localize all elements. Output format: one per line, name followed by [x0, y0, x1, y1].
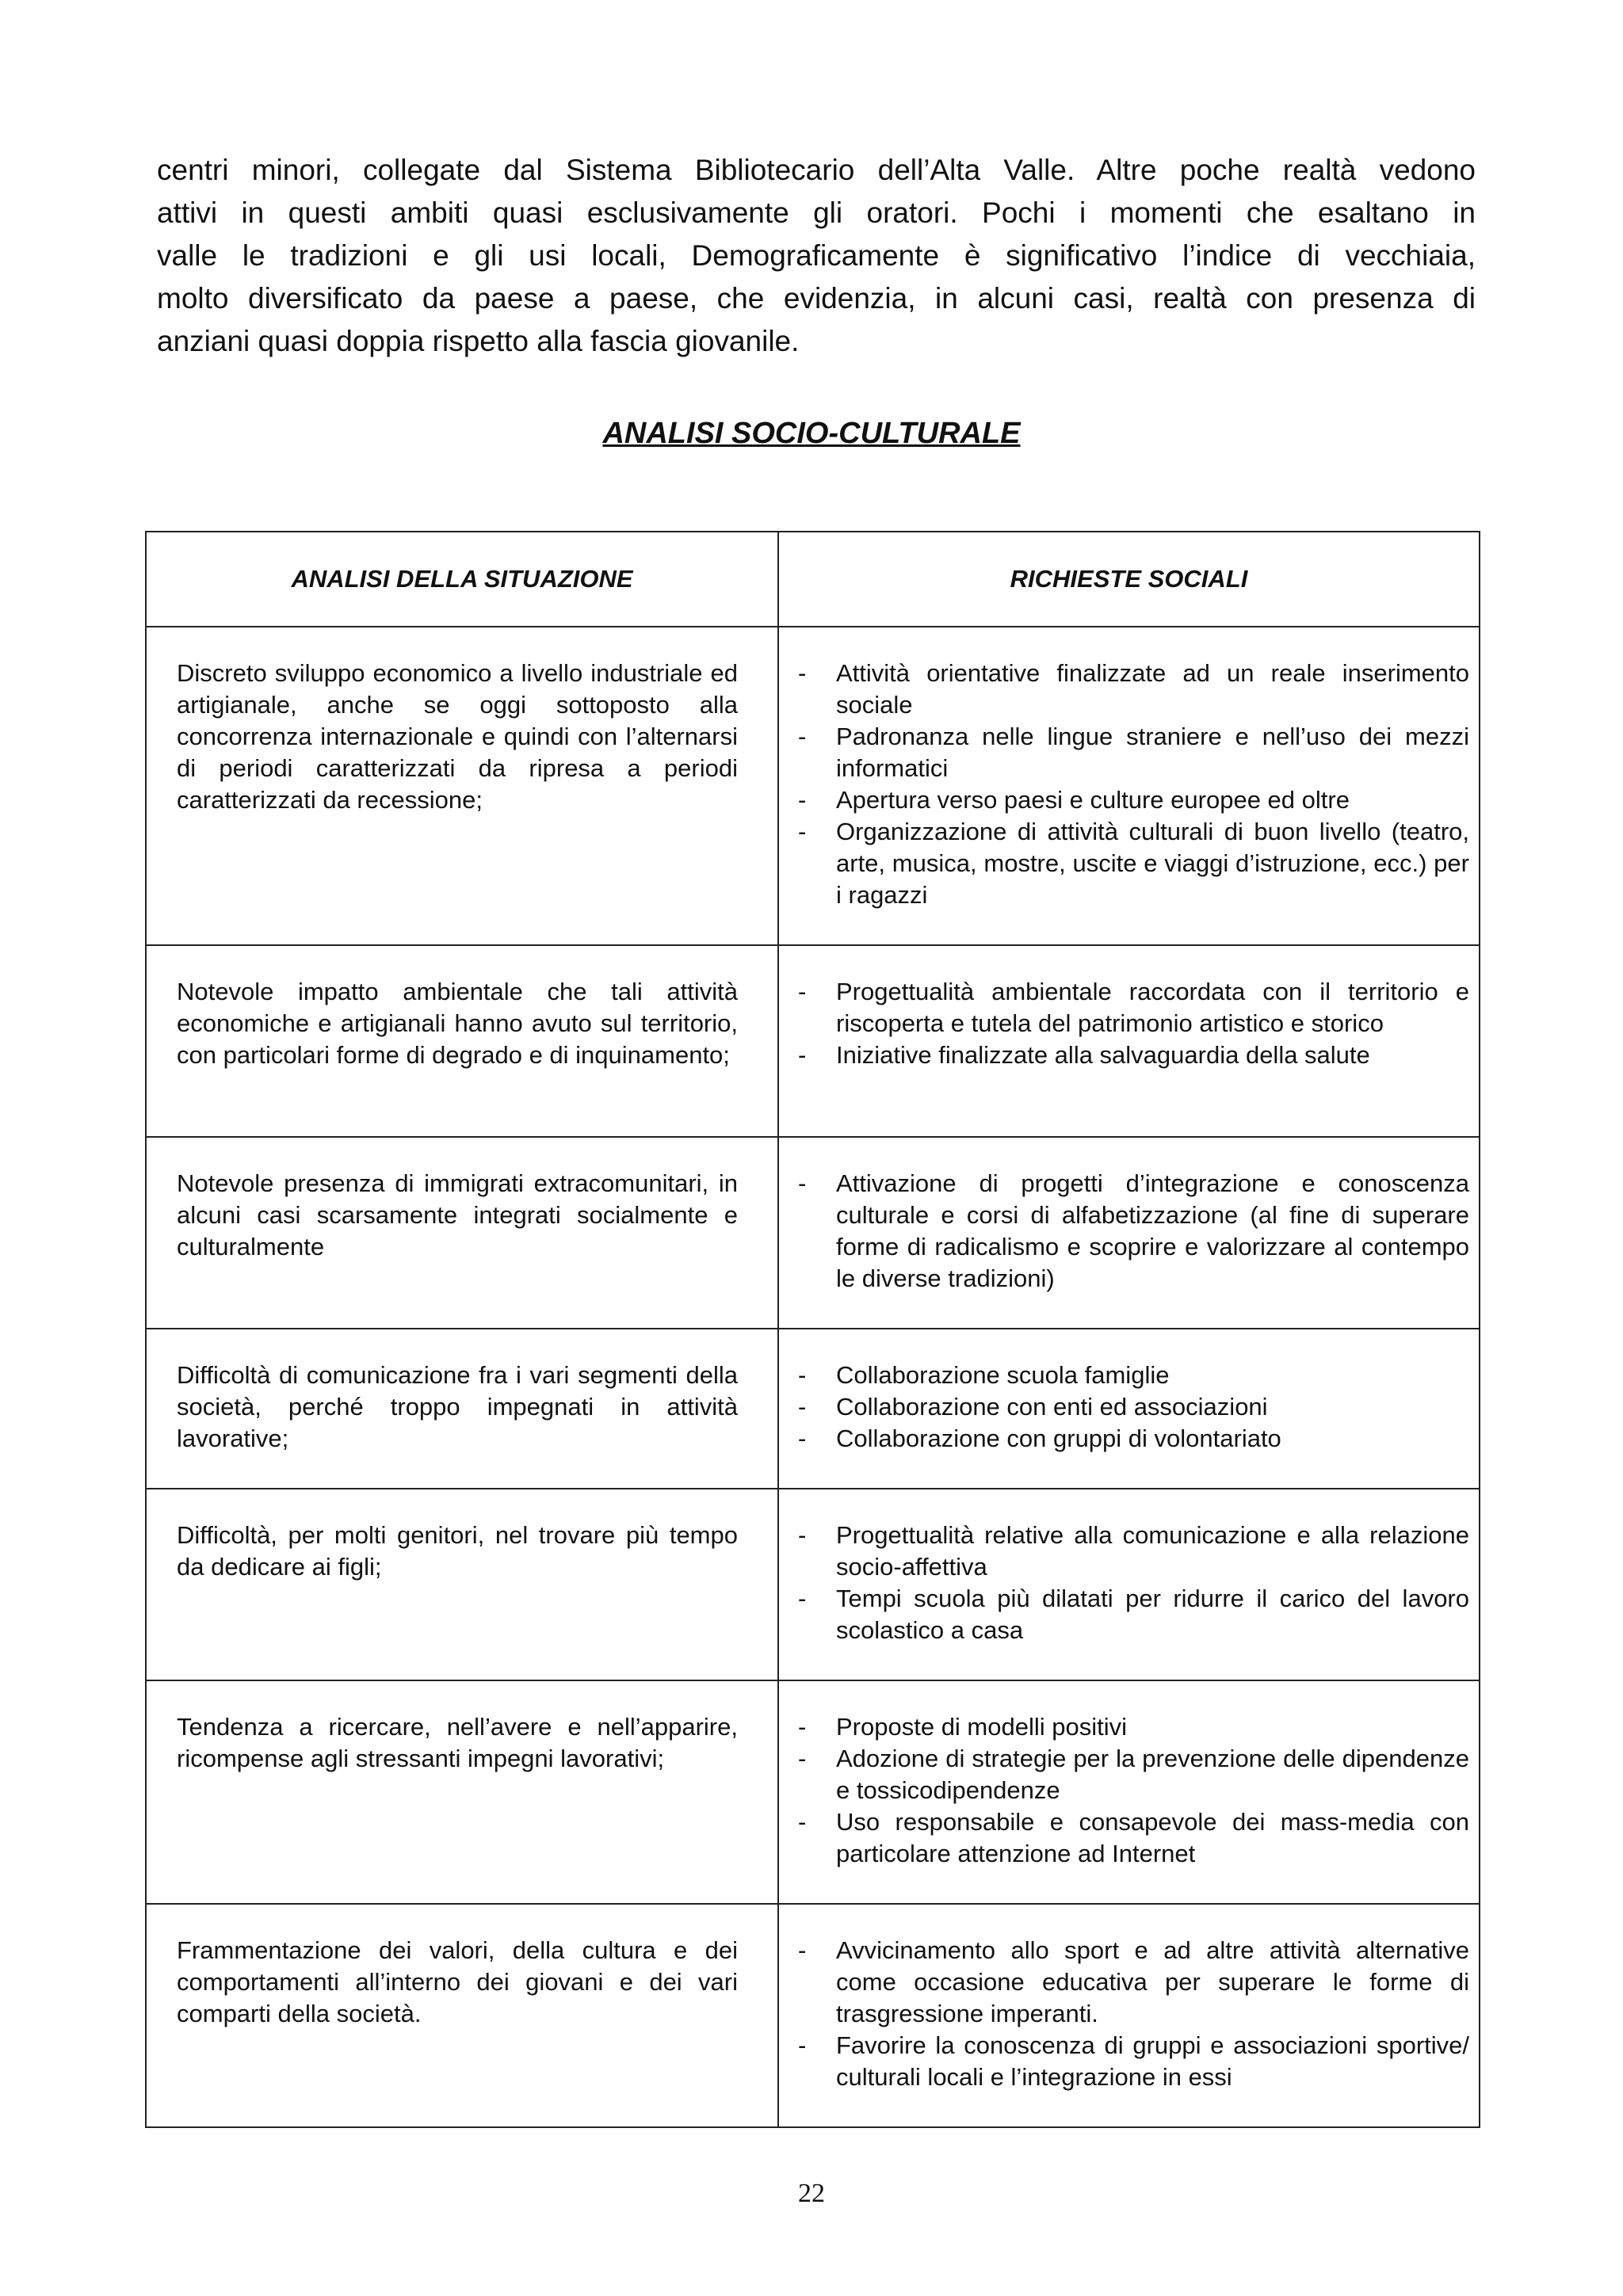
list-item: - Collaborazione con enti ed associazioni [795, 1391, 1469, 1423]
situazione-cell: Difficoltà, per molti genitori, nel trovare più tempo da dedicare ai figli; [146, 1489, 778, 1680]
richieste-list [795, 1520, 1469, 1646]
situazione-cell: Discreto sviluppo economico a livello industriale ed artigianale, anche se oggi sottoposto alla concorrenza internazionale e quindi con l’alternarsi di periodi caratterizzati da ripresa a periodi caratterizzati da recessione; [146, 627, 778, 945]
list-item: - Collaborazione scuola famiglie [795, 1360, 1469, 1391]
list-item: - Padronanza nelle lingue straniere e nell’uso dei mezzi informatici [795, 721, 1469, 784]
list-item: - Attività orientative finalizzate ad un reale inserimento sociale [795, 658, 1469, 721]
intro-line: attivi in questi ambiti quasi esclusivamente gli oratori. Pochi i momenti che esaltano in [157, 196, 1476, 229]
intro-line: molto diversificato da paese a paese, che evidenzia, in alcuni casi, realtà con presenza di [157, 282, 1476, 315]
situazione-cell: Difficoltà di comunicazione fra i vari segmenti della società, perché troppo impegnati in attività lavorative; [146, 1329, 778, 1489]
table-body [146, 627, 1480, 2127]
richieste-cell [778, 1489, 1480, 1680]
list-item: - Tempi scuola più dilatati per ridurre il carico del lavoro scolastico a casa [795, 1583, 1469, 1646]
richieste-cell [778, 1680, 1480, 1904]
section-title: ANALISI SOCIO-CULTURALE [602, 417, 1021, 450]
richieste-cell [778, 1329, 1480, 1489]
situazione-cell: Notevole impatto ambientale che tali attività economiche e artigianali hanno avuto sul territorio, con particolari forme di degrado e di inquinamento; [146, 945, 778, 1137]
list-item: - Adozione di strategie per la prevenzione delle dipendenze e tossicodipendenze [795, 1743, 1469, 1806]
intro-line: valle le tradizioni e gli usi locali, Demograficamente è significativo l’indice di vecchiaia, [157, 239, 1476, 272]
column-header-richieste: RICHIESTE SOCIALI [778, 532, 1480, 627]
intro-line: centri minori, collegate dal Sistema Bibliotecario dell’Alta Valle. Altre poche realtà vedono [157, 154, 1476, 186]
list-item: - Progettualità relative alla comunicazione e alla relazione socio-affettiva [795, 1520, 1469, 1583]
richieste-cell [778, 1137, 1480, 1329]
list-item: - Proposte di modelli positivi [795, 1711, 1469, 1743]
list-item: - Attivazione di progetti d’integrazione e conoscenza culturale e corsi di alfabetizzazione (al fine di superare forme di radicalismo e scoprire e valorizzare al contempo le diverse tradizioni) [795, 1168, 1469, 1295]
list-item: - Uso responsabile e consapevole dei mass-media con particolare attenzione ad Internet [795, 1806, 1469, 1870]
page-number: 22 [798, 2179, 825, 2208]
richieste-list [795, 1711, 1469, 1870]
list-item: - Progettualità ambientale raccordata con il territorio e riscoperta e tutela del patrimonio artistico e storico [795, 976, 1469, 1039]
column-header-situazione: ANALISI DELLA SITUAZIONE [146, 532, 778, 627]
list-item: - Favorire la conoscenza di gruppi e associazioni sportive/ culturali locali e l’integrazione in essi [795, 2030, 1469, 2093]
richieste-cell [778, 1904, 1480, 2127]
table-row [146, 1904, 1480, 2127]
list-item: - Apertura verso paesi e culture europee ed oltre [795, 784, 1469, 816]
table-header-row [146, 532, 1480, 627]
situazione-cell: Frammentazione dei valori, della cultura e dei comportamenti all’interno dei giovani e dei vari comparti della società. [146, 1904, 778, 2127]
richieste-cell [778, 627, 1480, 945]
list-item: - Collaborazione con gruppi di volontariato [795, 1423, 1469, 1455]
list-item: - Organizzazione di attività culturali di buon livello (teatro, arte, musica, mostre, uscite e viaggi d’istruzione, ecc.) per i ragazzi [795, 816, 1469, 911]
table-row [146, 945, 1480, 1137]
intro-line: anziani quasi doppia rispetto alla fascia giovanile. [157, 325, 800, 357]
richieste-list [795, 658, 1469, 911]
richieste-list [795, 1935, 1469, 2093]
intro-paragraph [157, 149, 1476, 363]
richieste-list [795, 976, 1469, 1071]
richieste-cell [778, 945, 1480, 1137]
table-row [146, 1680, 1480, 1904]
table-row [146, 1329, 1480, 1489]
socio-cultural-table [145, 531, 1480, 2128]
list-item: - Iniziative finalizzate alla salvaguardia della salute [795, 1039, 1469, 1071]
richieste-list [795, 1168, 1469, 1295]
table-row [146, 1137, 1480, 1329]
list-item: - Avvicinamento allo sport e ad altre attività alternative come occasione educativa per superare le forme di trasgressione imperanti. [795, 1935, 1469, 2030]
table-row [146, 627, 1480, 945]
table-row [146, 1489, 1480, 1680]
richieste-list [795, 1360, 1469, 1455]
situazione-cell: Notevole presenza di immigrati extracomunitari, in alcuni casi scarsamente integrati socialmente e culturalmente [146, 1137, 778, 1329]
situazione-cell: Tendenza a ricercare, nell’avere e nell’apparire, ricompense agli stressanti impegni lavorativi; [146, 1680, 778, 1904]
